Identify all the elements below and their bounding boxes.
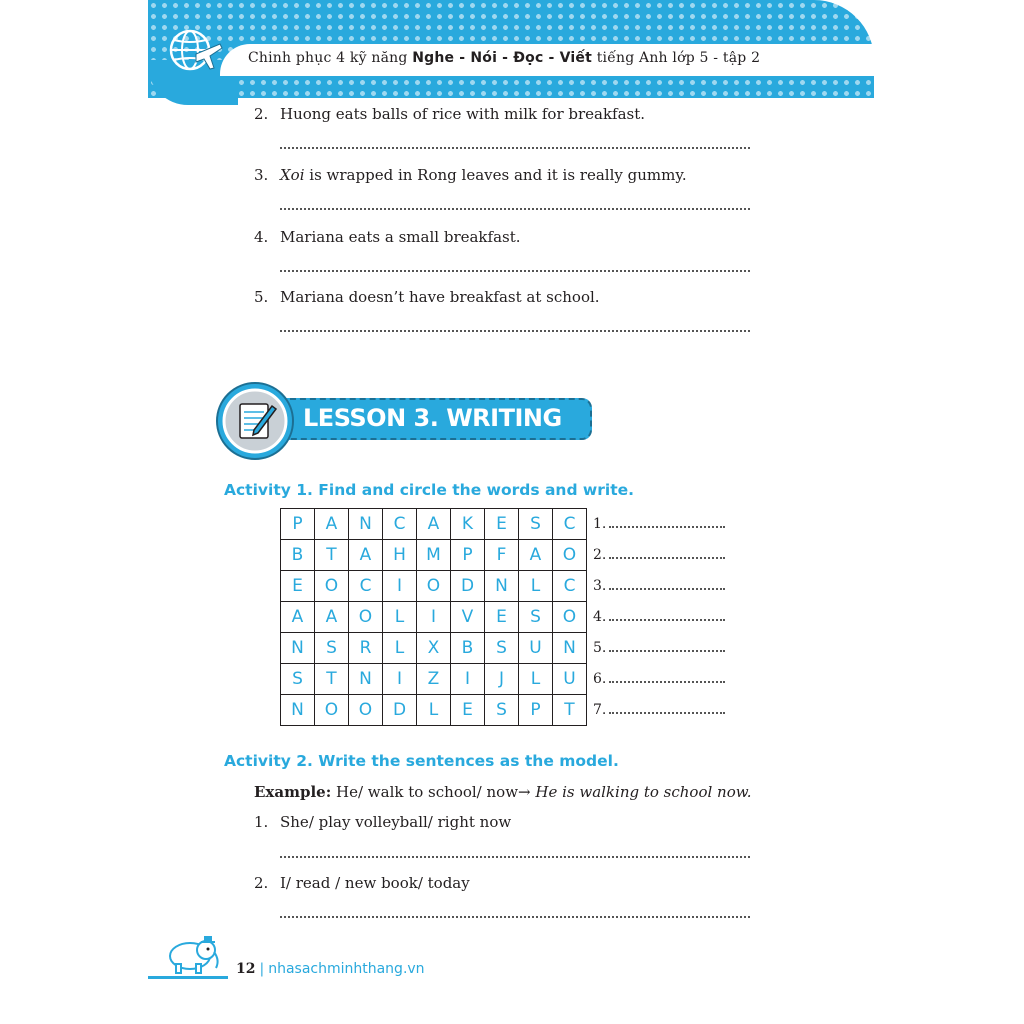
grid-cell[interactable]: E: [485, 509, 519, 540]
answer-line[interactable]: [280, 330, 750, 332]
grid-cell[interactable]: S: [485, 695, 519, 726]
item-number: 2.: [254, 874, 269, 892]
grid-cell[interactable]: R: [349, 633, 383, 664]
grid-cell[interactable]: A: [349, 540, 383, 571]
answer-item[interactable]: [593, 671, 725, 687]
page-number: 12: [236, 961, 256, 977]
grid-cell[interactable]: H: [383, 540, 417, 571]
grid-cell[interactable]: E: [281, 571, 315, 602]
grid-cell[interactable]: N: [485, 571, 519, 602]
answer-number: 4.: [593, 609, 607, 625]
lesson-title: LESSON 3. WRITING: [303, 404, 562, 432]
grid-cell[interactable]: O: [417, 571, 451, 602]
answer-number: 6.: [593, 671, 607, 687]
grid-cell[interactable]: M: [417, 540, 451, 571]
item-text: I/ read / new book/ today: [280, 874, 470, 892]
grid-cell[interactable]: C: [383, 509, 417, 540]
example-label: Example:: [254, 783, 332, 801]
grid-row: [281, 695, 587, 726]
grid-cell[interactable]: C: [553, 571, 587, 602]
grid-cell[interactable]: N: [553, 633, 587, 664]
grid-cell[interactable]: O: [349, 602, 383, 633]
answer-line[interactable]: [280, 147, 750, 149]
grid-cell[interactable]: P: [519, 695, 553, 726]
answer-number: 7.: [593, 702, 607, 718]
answer-item[interactable]: [593, 516, 725, 532]
item-number: 1.: [254, 813, 269, 831]
answer-item[interactable]: [593, 640, 725, 656]
answer-number: 5.: [593, 640, 607, 656]
activity-2-heading: Activity 2. Write the sentences as the model.: [224, 752, 619, 770]
question-2: [254, 105, 645, 123]
item-text: She/ play volleyball/ right now: [280, 813, 512, 831]
footer-rule: [148, 976, 228, 979]
answer-line[interactable]: [280, 208, 750, 210]
grid-row: [281, 633, 587, 664]
answer-line[interactable]: [280, 856, 750, 858]
grid-cell[interactable]: U: [519, 633, 553, 664]
grid-cell[interactable]: O: [553, 602, 587, 633]
question-text: Mariana eats a small breakfast.: [280, 228, 521, 246]
grid-cell[interactable]: S: [281, 664, 315, 695]
footer-separator: |: [259, 961, 265, 977]
footer: [236, 961, 425, 977]
grid-cell[interactable]: T: [315, 540, 349, 571]
grid-cell[interactable]: J: [485, 664, 519, 695]
grid-cell[interactable]: K: [451, 509, 485, 540]
question-text: is wrapped in Rong leaves and it is really gummy.: [304, 166, 687, 184]
question-number: 2.: [254, 105, 269, 123]
grid-row: [281, 571, 587, 602]
globe-plane-icon: [166, 24, 224, 76]
answer-line[interactable]: [280, 916, 750, 918]
grid-cell[interactable]: T: [315, 664, 349, 695]
grid-cell[interactable]: L: [519, 664, 553, 695]
grid-cell[interactable]: V: [451, 602, 485, 633]
example-answer-group: [518, 783, 752, 801]
question-text: Huong eats balls of rice with milk for breakfast.: [280, 105, 646, 123]
answer-dots[interactable]: [609, 673, 725, 683]
example-row: [254, 783, 752, 801]
grid-cell[interactable]: O: [349, 695, 383, 726]
grid-cell[interactable]: N: [281, 695, 315, 726]
answer-number: 2.: [593, 547, 607, 563]
grid-cell[interactable]: N: [349, 509, 383, 540]
example-answer: He is walking to school now.: [535, 783, 752, 801]
question-number: 4.: [254, 228, 269, 246]
answer-dots[interactable]: [609, 580, 725, 590]
grid-cell[interactable]: X: [417, 633, 451, 664]
grid-cell[interactable]: I: [451, 664, 485, 695]
grid-cell[interactable]: E: [451, 695, 485, 726]
arrow-icon: →: [518, 783, 531, 801]
grid-cell[interactable]: O: [315, 695, 349, 726]
grid-cell[interactable]: T: [553, 695, 587, 726]
answer-dots[interactable]: [609, 549, 725, 559]
grid-cell[interactable]: A: [281, 602, 315, 633]
grid-cell[interactable]: C: [553, 509, 587, 540]
grid-cell[interactable]: P: [281, 509, 315, 540]
grid-cell[interactable]: S: [485, 633, 519, 664]
answer-number: 3.: [593, 578, 607, 594]
grid-cell[interactable]: F: [485, 540, 519, 571]
grid-cell[interactable]: N: [349, 664, 383, 695]
answer-item[interactable]: [593, 702, 725, 718]
grid-cell[interactable]: D: [451, 571, 485, 602]
grid-cell[interactable]: D: [383, 695, 417, 726]
grid-cell[interactable]: S: [315, 633, 349, 664]
answer-item[interactable]: [593, 609, 725, 625]
answer-number: 1.: [593, 516, 607, 532]
grid-cell[interactable]: C: [349, 571, 383, 602]
question-5: [254, 288, 600, 306]
grid-cell[interactable]: L: [417, 695, 451, 726]
grid-cell[interactable]: B: [451, 633, 485, 664]
grid-cell[interactable]: E: [485, 602, 519, 633]
grid-cell[interactable]: O: [315, 571, 349, 602]
grid-cell[interactable]: S: [519, 602, 553, 633]
answer-dots[interactable]: [609, 611, 725, 621]
grid-cell[interactable]: U: [553, 664, 587, 695]
grid-cell[interactable]: I: [383, 664, 417, 695]
activity-1-heading: Activity 1. Find and circle the words and write.: [224, 481, 635, 499]
grid-cell[interactable]: L: [383, 602, 417, 633]
activity-2-item-2: [254, 874, 470, 892]
grid-row: [281, 540, 587, 571]
grid-cell[interactable]: B: [281, 540, 315, 571]
grid-cell[interactable]: A: [315, 602, 349, 633]
answer-dots[interactable]: [609, 642, 725, 652]
grid-cell[interactable]: Z: [417, 664, 451, 695]
website-link[interactable]: nhasachminhthang.vn: [268, 961, 425, 977]
answer-item[interactable]: [593, 547, 725, 563]
grid-row: [281, 509, 587, 540]
grid-row: [281, 602, 587, 633]
header-title-suffix: tiếng Anh lớp 5 - tập 2: [596, 50, 761, 66]
grid-cell[interactable]: L: [519, 571, 553, 602]
example-prompt: He/ walk to school/ now: [336, 783, 519, 801]
grid-cell[interactable]: P: [451, 540, 485, 571]
header-skills: Nghe - Nói - Đọc - Viết: [412, 50, 593, 66]
grid-cell[interactable]: A: [417, 509, 451, 540]
question-4: [254, 228, 521, 246]
grid-cell[interactable]: L: [383, 633, 417, 664]
grid-cell[interactable]: I: [383, 571, 417, 602]
grid-row: [281, 664, 587, 695]
grid-cell[interactable]: I: [417, 602, 451, 633]
question-text: Mariana doesn’t have breakfast at school.: [280, 288, 600, 306]
grid-cell[interactable]: S: [519, 509, 553, 540]
activity-2-item-1: [254, 813, 511, 831]
question-number: 3.: [254, 166, 269, 184]
elephant-icon: [160, 932, 224, 976]
grid-cell[interactable]: N: [281, 633, 315, 664]
grid-cell[interactable]: O: [553, 540, 587, 571]
notepad-pencil-icon: [214, 380, 296, 462]
answer-line[interactable]: [280, 270, 750, 272]
answer-dots[interactable]: [609, 518, 725, 528]
header-title-prefix: Chinh phục 4 kỹ năng: [248, 50, 408, 66]
question-3: [254, 166, 687, 184]
header-title: [248, 50, 760, 66]
question-number: 5.: [254, 288, 269, 306]
word-search-grid: [280, 508, 587, 726]
answer-dots[interactable]: [609, 704, 725, 714]
grid-cell[interactable]: A: [519, 540, 553, 571]
grid-cell[interactable]: A: [315, 509, 349, 540]
answer-item[interactable]: [593, 578, 725, 594]
question-italic-word: Xoi: [280, 166, 305, 184]
